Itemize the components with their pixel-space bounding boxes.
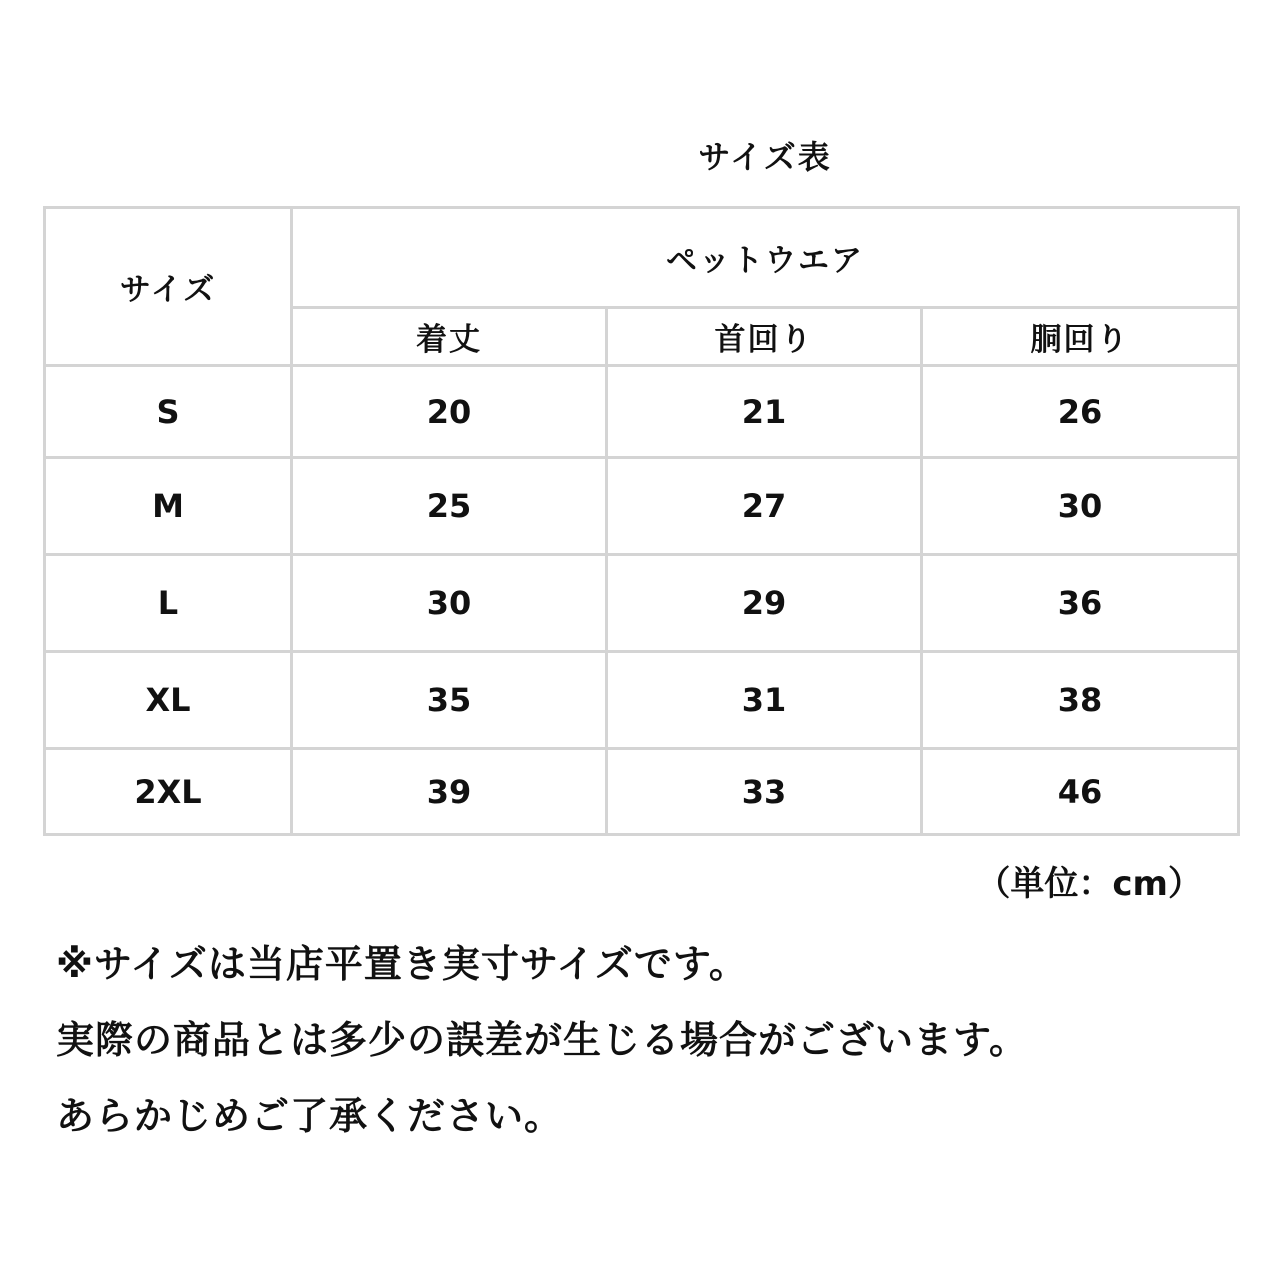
- size-label: XL: [45, 652, 292, 749]
- table-row: [45, 458, 1239, 555]
- unit-note: （単位：cm）: [976, 864, 1202, 904]
- pet-wear-group-header: ペットウエア: [292, 208, 1239, 308]
- chest-value: 26: [922, 366, 1239, 458]
- neck-value: 33: [607, 749, 922, 835]
- table-row: [45, 652, 1239, 749]
- neck-value: 31: [607, 652, 922, 749]
- table-row: [45, 555, 1239, 652]
- size-label: M: [45, 458, 292, 555]
- neck-value: 29: [607, 555, 922, 652]
- size-label: L: [45, 555, 292, 652]
- column-header-neck: 首回り: [607, 308, 922, 366]
- column-header-chest: 胴回り: [922, 308, 1239, 366]
- neck-value: 21: [607, 366, 922, 458]
- size-label: S: [45, 366, 292, 458]
- notes-block: [56, 926, 1256, 1154]
- size-table: [43, 206, 1240, 836]
- note-line: ※サイズは当店平置き実寸サイズです。: [56, 942, 748, 986]
- table-row: [45, 366, 1239, 458]
- chest-value: 36: [922, 555, 1239, 652]
- length-value: 30: [292, 555, 607, 652]
- chest-value: 46: [922, 749, 1239, 835]
- column-header-length: 着丈: [292, 308, 607, 366]
- note-line: 実際の商品とは多少の誤差が生じる場合がございます。: [56, 1018, 1028, 1062]
- length-value: 35: [292, 652, 607, 749]
- size-column-header: サイズ: [45, 208, 292, 366]
- length-value: 39: [292, 749, 607, 835]
- length-value: 20: [292, 366, 607, 458]
- length-value: 25: [292, 458, 607, 555]
- table-header-row: [45, 208, 1239, 308]
- table-row: [45, 749, 1239, 835]
- neck-value: 27: [607, 458, 922, 555]
- page-title: サイズ表: [698, 138, 832, 176]
- chest-value: 38: [922, 652, 1239, 749]
- note-line: あらかじめご了承ください。: [56, 1094, 564, 1138]
- size-label: 2XL: [45, 749, 292, 835]
- chest-value: 30: [922, 458, 1239, 555]
